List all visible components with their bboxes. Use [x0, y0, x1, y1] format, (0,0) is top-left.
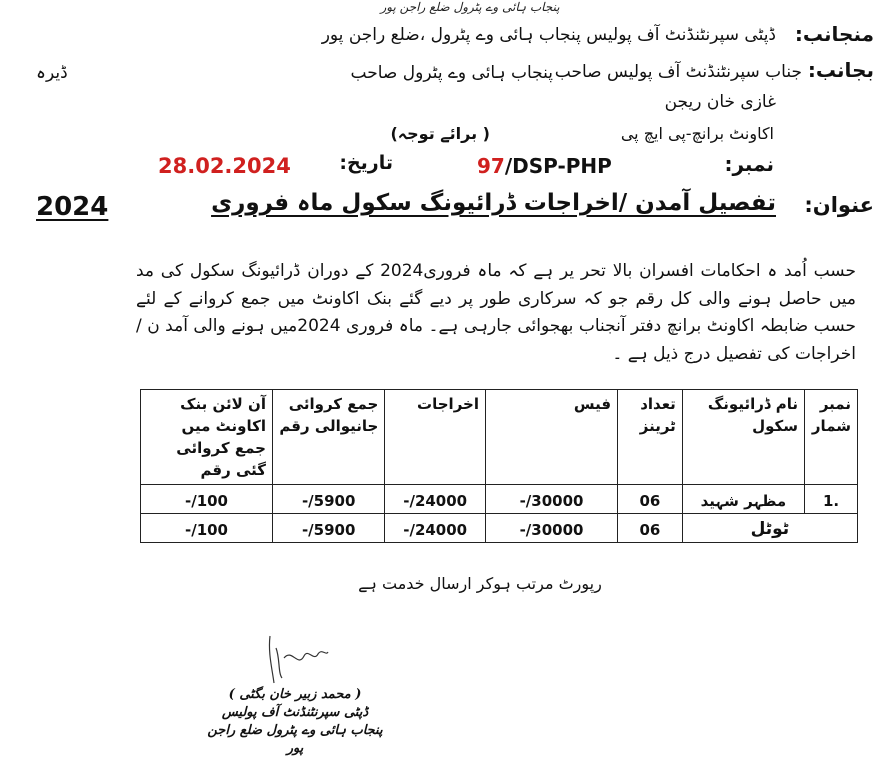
- subject-text: تفصیل آمدن /اخراجات ڈرائیونگ سکول ماہ فروری: [211, 190, 776, 216]
- cell-deposited: 5900/-: [272, 485, 384, 514]
- table-total-row: [141, 514, 858, 543]
- to-text-line1-part1: جناب سپرنٹنڈنٹ آف پولیس صاحب: [554, 62, 802, 82]
- signature-scribble: [258, 628, 338, 692]
- cell-serial: .1: [805, 485, 858, 514]
- from-label: منجانب:: [794, 22, 874, 46]
- stamp-text: پنجاب ہائی وے پٹرول ضلع راجن پور: [380, 0, 560, 14]
- cell-total-deposited: 5900/-: [272, 514, 384, 543]
- header-online-deposit: آن لائن بنک اکاونٹ میں جمع کروائی گئی رقم: [141, 390, 273, 485]
- to-text-line1-part3: ڈیرہ: [36, 63, 68, 83]
- letter-number-suffix: /DSP-PHP: [504, 154, 612, 178]
- header-expenses: اخراجات: [385, 390, 486, 485]
- body-paragraph: حسب اُمد ہ احکامات افسران بالا تحر یر ہے کہ ماہ فروری2024 کے دوران ڈرائیونگ سکول کی مد میں حاصل ہونے والی کل رقم جو کہ سرکاری طور پر دیے گئے بنک اکاونٹ میں جمع کروانے کے لئے حسب ضابطہ اکاونٹ برانچ دفتر آنجناب بھجوائی جارہی ہے۔ ماہ فروری 2024میں ہونے والی آمد ن /اخراجات کی تفصیل درج ذیل ہے ۔: [136, 261, 856, 364]
- header-deposited: جمع کروائی جانیوالی رقم: [272, 390, 384, 485]
- cell-fee: 30000/-: [485, 485, 617, 514]
- subject-label: عنوان:: [804, 193, 874, 217]
- header-stamp: [380, 0, 560, 22]
- letter-date: 28.02.2024: [158, 154, 291, 178]
- cell-total-expenses: 24000/-: [385, 514, 486, 543]
- cell-total-label: ٹوٹل: [682, 514, 857, 543]
- cell-total-online: 100/-: [141, 514, 273, 543]
- attention-note: ( برائے توجہ): [390, 124, 490, 143]
- table-header-row: [141, 390, 858, 485]
- cell-trainees: 06: [618, 485, 683, 514]
- signature-office: پنجاب ہائی وے پٹرول ضلع راجن پور: [207, 723, 383, 756]
- cell-expenses: 24000/-: [385, 485, 486, 514]
- signature-title: ڈپٹی سپرنٹنڈنٹ آف پولیس: [221, 705, 369, 720]
- report-line: رپورٹ مرتب ہوکر ارسال خدمت ہے: [358, 574, 602, 593]
- header-fee: فیس: [485, 390, 617, 485]
- letter-number-serial: 97: [477, 154, 505, 178]
- header-trainees: تعداد ٹرینز: [618, 390, 683, 485]
- date-label: تاریخ:: [339, 152, 393, 174]
- cell-total-trainees: 06: [618, 514, 683, 543]
- to-text-line1-part2: پنجاب ہائی وے پٹرول صاحب: [350, 63, 553, 83]
- signature-block: [200, 686, 390, 758]
- number-label: نمبر:: [724, 152, 774, 176]
- letter-number: [477, 154, 612, 178]
- header-school-name: نام ڈرائیونگ سکول: [682, 390, 804, 485]
- branch-line: اکاونٹ برانچ-پی ایچ پی: [620, 124, 774, 143]
- header-serial: نمبر شمار: [805, 390, 858, 485]
- subject-year: 2024: [36, 192, 109, 222]
- table-row: [141, 485, 858, 514]
- signature-name: ( محمد زبیر خان بگٹی ): [228, 687, 362, 702]
- cell-total-fee: 30000/-: [485, 514, 617, 543]
- cell-school-name: مظہر شہید: [682, 485, 804, 514]
- to-label: بجانب:: [807, 58, 874, 82]
- from-text: ڈپٹی سپرنٹنڈنٹ آف پولیس پنجاب ہائی وے پٹرول ،ضلع راجن پور: [321, 25, 776, 45]
- expense-table: [140, 389, 858, 543]
- to-text-line2: غازی خان ریجن: [664, 92, 776, 112]
- cell-online-deposit: 100/-: [141, 485, 273, 514]
